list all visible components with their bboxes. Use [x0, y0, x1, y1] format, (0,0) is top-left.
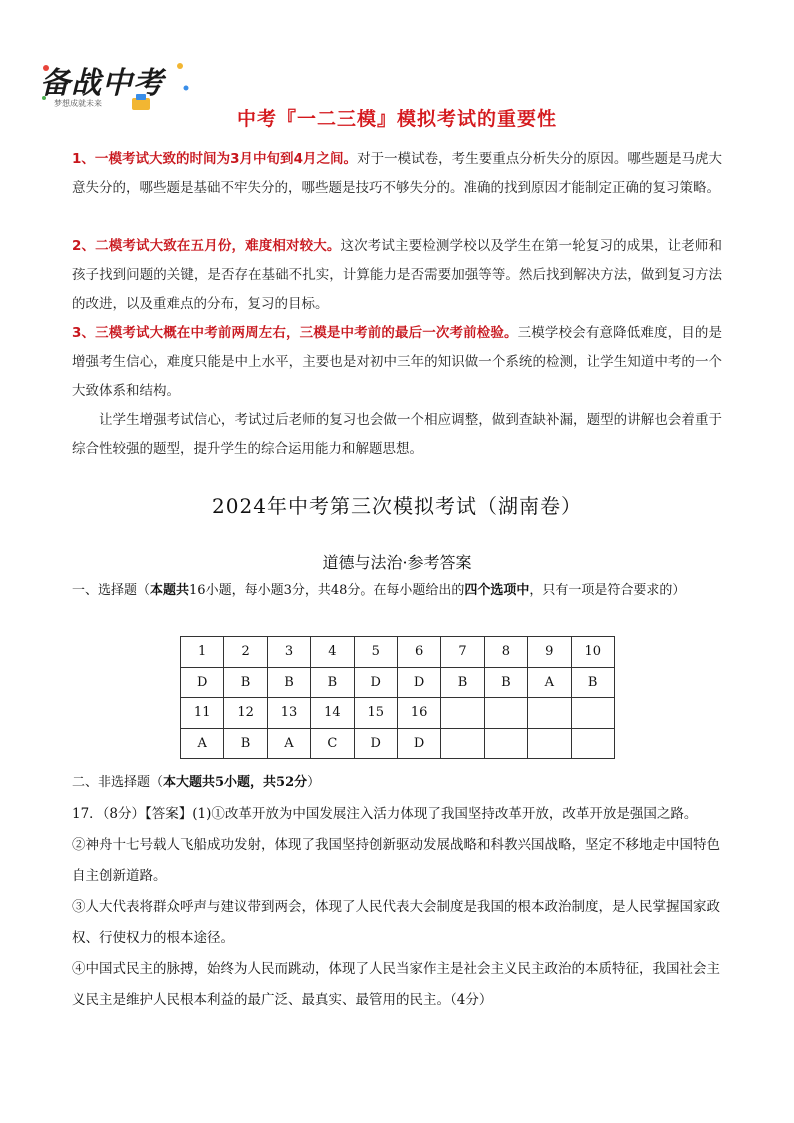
table-cell: B [484, 667, 527, 698]
table-cell: 15 [354, 698, 397, 729]
table-cell [571, 728, 614, 759]
logo-subtitle: 梦想成就未来 [54, 99, 102, 108]
table-row-answers-2 [181, 728, 615, 759]
intro-paragraph-3 [72, 319, 722, 406]
intro-title: 中考『一二三模』模拟考试的重要性 [236, 108, 557, 130]
table-cell: 6 [397, 637, 440, 668]
intro-paragraph-1 [72, 145, 722, 203]
table-cell: 2 [224, 637, 267, 668]
table-cell: 11 [181, 698, 224, 729]
exam-subtitle: 道德与法治·参考答案 [322, 553, 472, 572]
logo-title: 备战中考 [40, 66, 164, 101]
table-cell: C [311, 728, 354, 759]
table-cell: B [311, 667, 354, 698]
q17-line-1: 17．（8分）【答案】(1)①改革开放为中国发展注入活力体现了我国坚持改革开放，改革开放是强国之路。 [72, 806, 698, 822]
table-cell: 13 [267, 698, 310, 729]
table-cell [441, 728, 484, 759]
table-cell: D [354, 667, 397, 698]
section-2-heading: 二、非选择题（本大题共5小题，共52分） [72, 775, 321, 790]
table-cell [484, 698, 527, 729]
table-cell: 1 [181, 637, 224, 668]
table-cell: D [397, 728, 440, 759]
table-cell: B [441, 667, 484, 698]
table-cell: 5 [354, 637, 397, 668]
table-cell: 8 [484, 637, 527, 668]
table-cell [528, 698, 571, 729]
table-cell [571, 698, 614, 729]
table-cell: D [181, 667, 224, 698]
answer-table [180, 636, 615, 759]
table-cell: B [571, 667, 614, 698]
table-cell: D [397, 667, 440, 698]
table-cell: B [224, 667, 267, 698]
table-row-numbers-2 [181, 698, 615, 729]
table-cell: A [181, 728, 224, 759]
table-cell: 3 [267, 637, 310, 668]
table-cell [441, 698, 484, 729]
table-cell: 12 [224, 698, 267, 729]
paragraph-1-text: 对于一模试卷，考生要重点分析失分的原因。哪些题是马虎大意失分的，哪些题是基础不牢失分的，哪些题是技巧不够失分的。准确的找到原因才能制定正确的复习策略。 [72, 151, 723, 196]
table-cell: 14 [311, 698, 354, 729]
table-cell [484, 728, 527, 759]
paragraph-3-highlight: 3、三模考试大概在中考前两周左右，三模是中考前的最后一次考前检验。 [72, 325, 518, 341]
table-row-numbers-1 [181, 637, 615, 668]
table-cell: D [354, 728, 397, 759]
table-cell: A [528, 667, 571, 698]
paragraph-2-text: 这次考试主要检测学校以及学生在第一轮复习的成果，让老师和孩子找到问题的关键，是否存在基础不扎实，计算能力是否需要加强等等。然后找到解决方法，做到复习方法的改进，以及重难点的分布，复习的目标。 [72, 238, 722, 312]
q17-line-4: ④中国式民主的脉搏，始终为人民而跳动，体现了人民当家作主是社会主义民主政治的本质特征，我国社会主义民主是维护人民根本利益的最广泛、最真实、最管用的民主。（4分） [72, 961, 720, 1008]
table-cell: A [267, 728, 310, 759]
paragraph-3-text: 三模学校会有意降低难度，目的是增强考生信心，难度只能是中上水平，主要也是对初中三年的知识做一个系统的检测，让学生知道中考的一个大致体系和结构。 [72, 325, 722, 399]
q17-line-2: ②神舟十七号载人飞船成功发射，体现了我国坚持创新驱动发展战略和科教兴国战略，坚定不移地走中国特色自主创新道路。 [72, 837, 720, 884]
intro-paragraph-2 [72, 232, 722, 319]
table-cell: B [224, 728, 267, 759]
q17-line-3: ③人大代表将群众呼声与建议带到两会，体现了人民代表大会制度是我国的根本政治制度，是人民掌握国家政权、行使权力的根本途径。 [72, 899, 720, 946]
table-row-answers-1 [181, 667, 615, 698]
table-cell: 16 [397, 698, 440, 729]
paragraph-2-highlight: 2、二模考试大致在五月份，难度相对较大。 [72, 238, 341, 254]
table-cell: B [267, 667, 310, 698]
table-cell: 4 [311, 637, 354, 668]
section-1-heading: 一、选择题（本题共16小题，每小题3分，共48分。在每小题给出的四个选项中，只有一项是符合要求的） [72, 583, 686, 598]
table-cell: 9 [528, 637, 571, 668]
exam-title: 2024年中考第三次模拟考试（湖南卷） [212, 494, 582, 518]
table-cell [528, 728, 571, 759]
table-cell: 10 [571, 637, 614, 668]
table-cell: 7 [441, 637, 484, 668]
paragraph-1-highlight: 1、一模考试大致的时间为3月中旬到4月之间。 [72, 151, 358, 167]
intro-paragraph-4: 让学生增强考试信心，考试过后老师的复习也会做一个相应调整，做到查缺补漏，题型的讲解也会着重于综合性较强的题型，提升学生的综合运用能力和解题思想。 [72, 412, 722, 457]
